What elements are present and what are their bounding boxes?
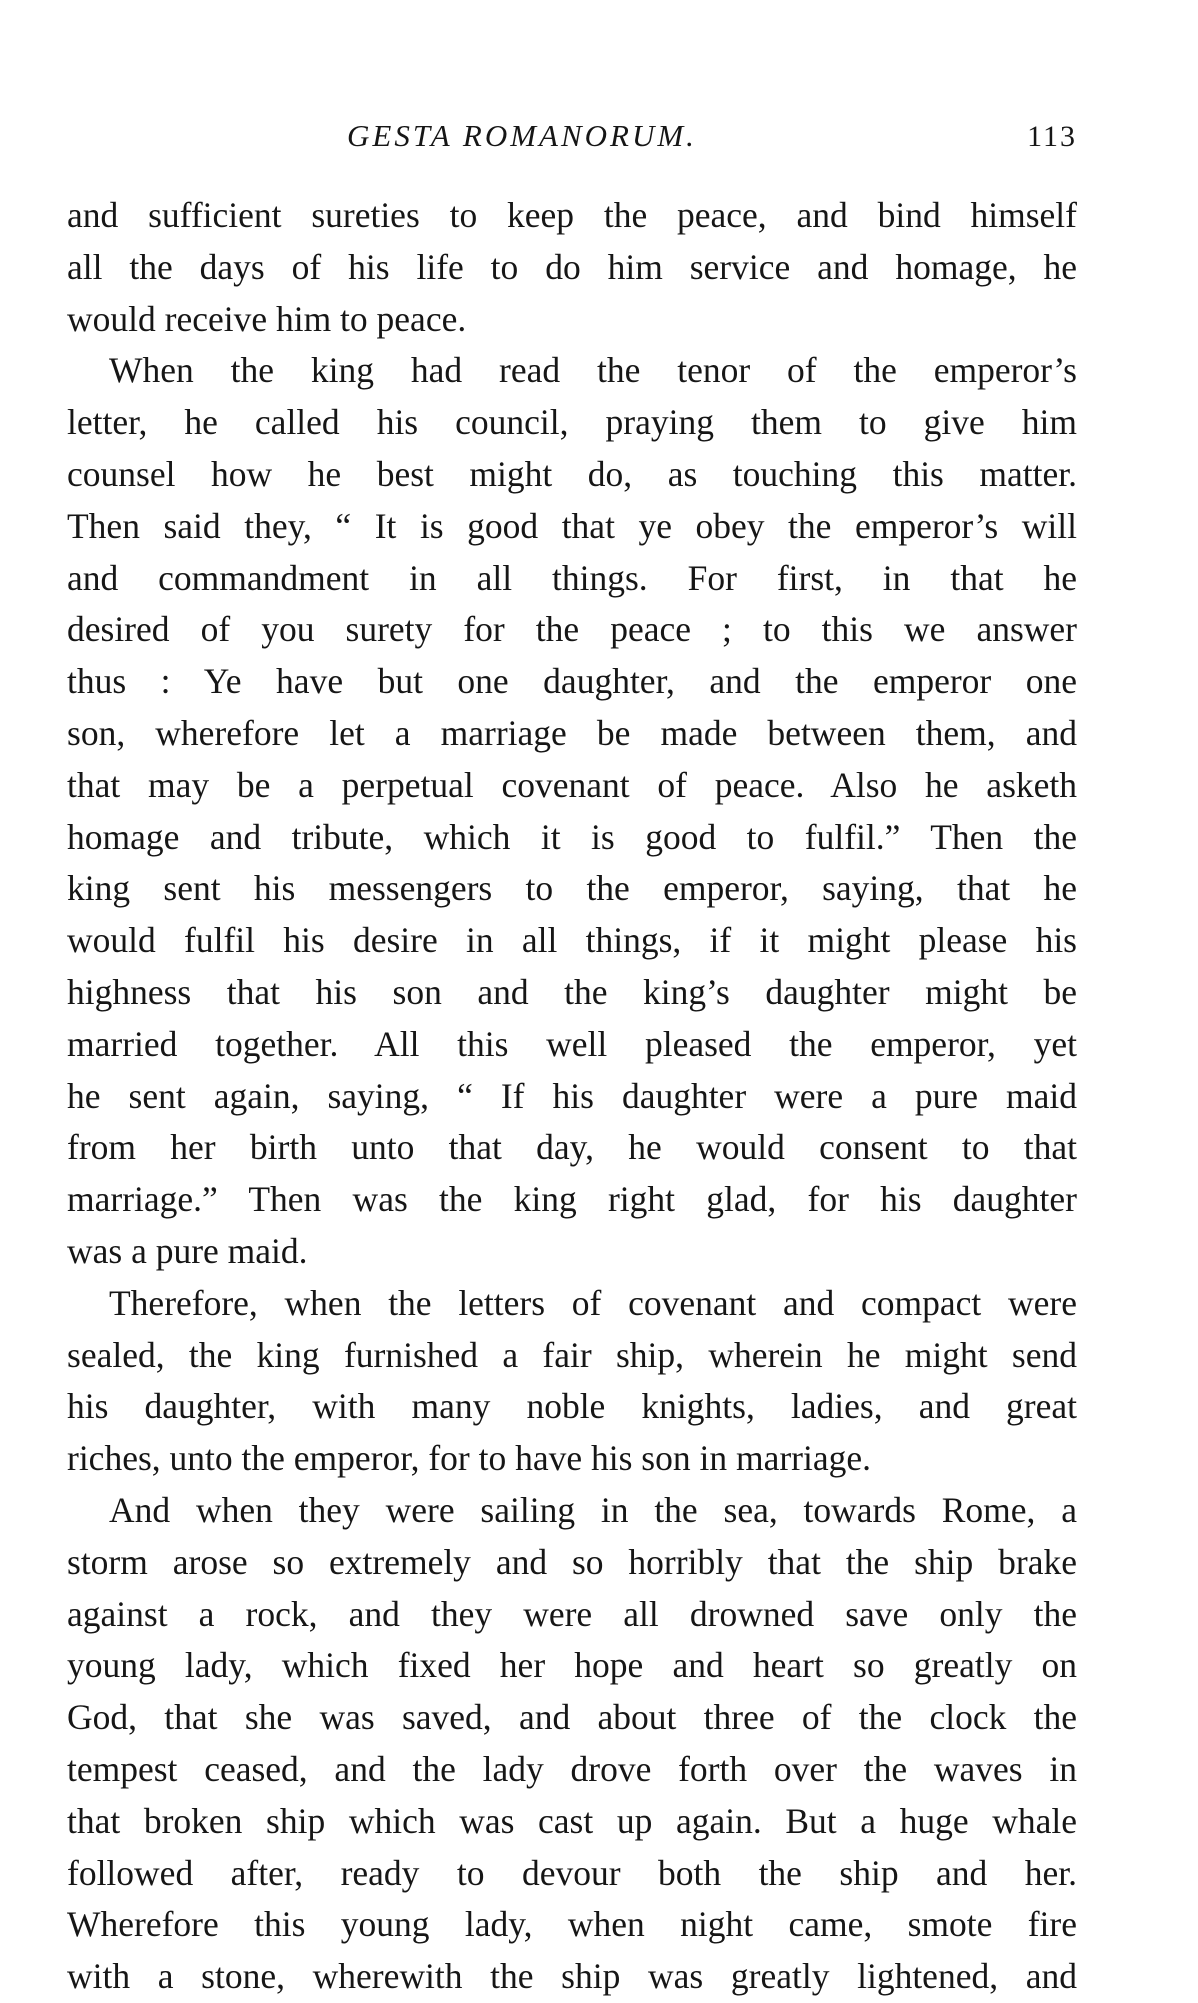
- text-line: desired of you surety for the peace ; to this we answer: [67, 609, 1077, 650]
- text-line: king sent his messengers to the emperor, saying, that he: [67, 868, 1077, 909]
- text-line: tempest ceased, and the lady drove forth over the waves in: [67, 1748, 1077, 1789]
- text-line: was a pure maid.: [67, 1230, 308, 1271]
- text-line: thus : Ye have but one daughter, and the emperor one: [67, 661, 1077, 702]
- paragraph: [67, 345, 1077, 1277]
- paragraph: [67, 1485, 1077, 2003]
- text-line: and commandment in all things. For first, in that he: [67, 557, 1077, 598]
- text-line: sealed, the king furnished a fair ship, wherein he might send: [67, 1334, 1077, 1375]
- text-line: son, wherefore let a marriage be made between them, and: [67, 712, 1077, 753]
- text-line: that may be a perpetual covenant of peace. Also he asketh: [67, 764, 1077, 805]
- text-line: Therefore, when the letters of covenant and compact were: [109, 1282, 1077, 1323]
- running-title: GESTA ROMANORUM.: [347, 118, 697, 153]
- page-number: 113: [1027, 120, 1077, 153]
- text-line: And when they were sailing in the sea, towards Rome, a: [109, 1489, 1077, 1530]
- text-line: When the king had read the tenor of the emperor’s: [109, 350, 1077, 391]
- text-line: letter, he called his council, praying them to give him: [67, 402, 1077, 443]
- text-line: his daughter, with many noble knights, ladies, and great: [67, 1386, 1077, 1427]
- text-line: and sufficient sureties to keep the peace, and bind himself: [67, 195, 1077, 235]
- text-line: married together. All this well pleased the emperor, yet: [67, 1023, 1077, 1064]
- body-text: [67, 190, 1077, 2003]
- text-line: Wherefore this young lady, when night came, smote fire: [67, 1904, 1077, 1945]
- text-line: riches, unto the emperor, for to have his son in marriage.: [67, 1438, 871, 1479]
- page-header: [67, 118, 1077, 162]
- text-line: with a stone, wherewith the ship was greatly lightened, and: [67, 1956, 1077, 1997]
- text-line: young lady, which fixed her hope and heart so greatly on: [67, 1645, 1077, 1686]
- text-line: counsel how he best might do, as touching this matter.: [67, 453, 1077, 494]
- text-line: would fulfil his desire in all things, if it might please his: [67, 920, 1077, 961]
- text-line: from her birth unto that day, he would consent to that: [67, 1127, 1077, 1168]
- text-line: Then said they, “ It is good that ye obey the emperor’s will: [67, 505, 1077, 546]
- text-line: all the days of his life to do him service and homage, he: [67, 246, 1077, 287]
- paragraph: [67, 1278, 1077, 1485]
- text-line: he sent again, saying, “ If his daughter were a pure maid: [67, 1075, 1077, 1116]
- text-line: marriage.” Then was the king right glad, for his daughter: [67, 1179, 1077, 1220]
- text-line: followed after, ready to devour both the ship and her.: [67, 1852, 1077, 1893]
- text-line: God, that she was saved, and about three of the clock the: [67, 1697, 1077, 1738]
- text-line: homage and tribute, which it is good to fulfil.” Then the: [67, 816, 1077, 857]
- text-line: against a rock, and they were all drowned save only the: [67, 1593, 1077, 1634]
- paragraph: [67, 190, 1077, 345]
- text-line: highness that his son and the king’s daughter might be: [67, 971, 1077, 1012]
- text-line: storm arose so extremely and so horribly that the ship brake: [67, 1541, 1077, 1582]
- text-line: would receive him to peace.: [67, 298, 467, 339]
- text-line: that broken ship which was cast up again. But a huge whale: [67, 1800, 1077, 1841]
